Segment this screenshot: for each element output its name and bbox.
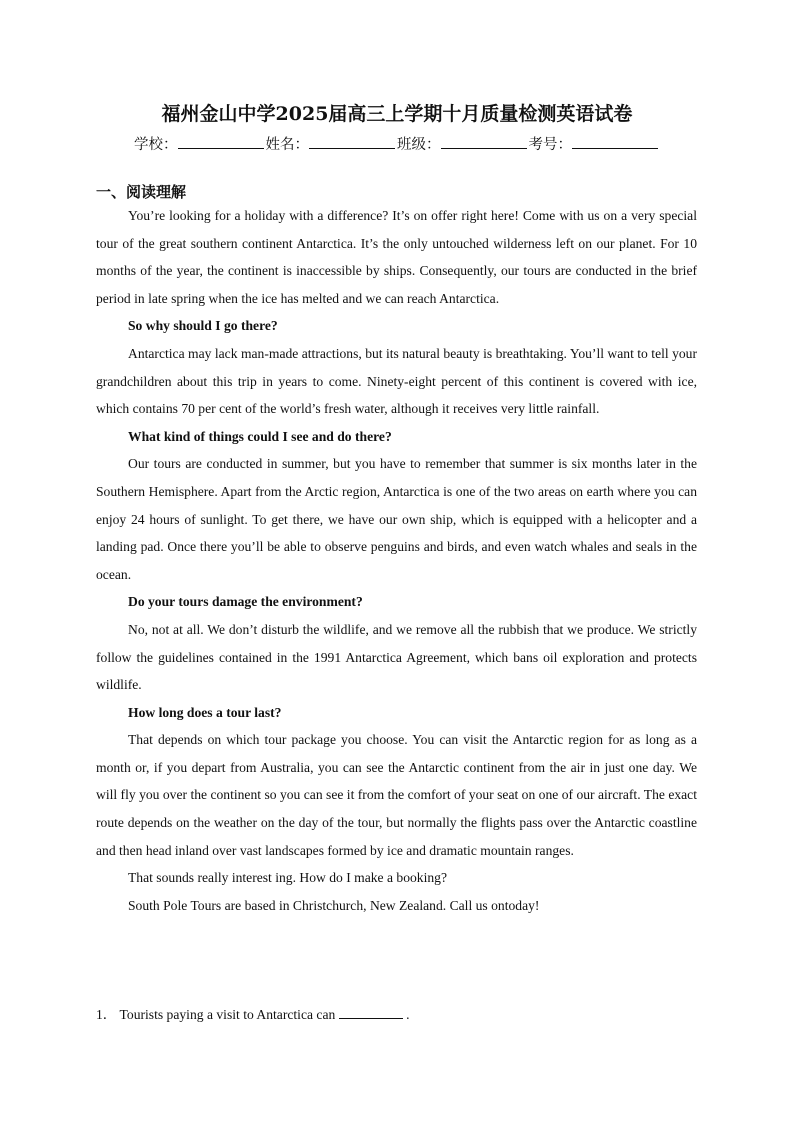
question-1 — [96, 1003, 697, 1027]
passage-paragraph: No, not at all. We don’t disturb the wildlife, and we remove all the rubbish that we produce. We strictly follow the guidelines contained in the 1991 Antarctica Agreement, which bans oil exploration and protects wildlife. — [96, 621, 697, 693]
number-label: 考号： — [528, 137, 572, 153]
passage-subheading: Do your tours damage the environment? — [128, 594, 363, 610]
passage-paragraph: South Pole Tours are based in Christchurch, New Zealand. Call us ontoday! — [128, 897, 540, 913]
passage-paragraph: That depends on which tour package you choose. You can visit the Antarctic region for as long as a month or, if you depart from Australia, you can see the Antarctic continent from the air in just one day. We will fly you over the continent so you can see it from the comfort of your seat on one of our aircraft. The exact route depends on the weather on the day of the tour, but normally the flights pass over the Antarctic coastline and then head inland over vast landscapes formed by ice and dramatic mountain ranges. — [96, 732, 697, 858]
page-title: 福州金山中学2025届高三上学期十月质量检测英语试卷 — [161, 103, 633, 125]
school-label: 学校： — [134, 137, 178, 153]
passage-subheading: How long does a tour last? — [128, 704, 282, 720]
reading-passage — [96, 202, 697, 919]
question-text: Tourists paying a visit to Antarctica can — [119, 1007, 336, 1022]
name-blank[interactable] — [309, 134, 395, 149]
question-end: . — [406, 1007, 410, 1022]
passage-subheading: What kind of things could I see and do there? — [128, 428, 392, 444]
passage-paragraph: That sounds really interest ing. How do I make a booking? — [128, 870, 448, 886]
passage-paragraph: Antarctica may lack man-made attractions, but its natural beauty is breathtaking. You’ll want to tell your grandchildren about this trip in years to come. Ninety-eight percent of this continent is covered with ice, which contains 70 per cent of the world’s fresh water, although it receives very little rainfall. — [96, 345, 697, 417]
answer-blank[interactable] — [339, 1004, 403, 1019]
passage-paragraph: Our tours are conducted in summer, but you have to remember that summer is six months later in the Southern Hemisphere. Apart from the Arctic region, Antarctica is one of the two areas on earth where you can enjoy 24 hours of sunlight. To get there, we have our own ship, which is equipped with a helicopter and a landing pad. Once there you’ll be able to observe penguins and birds, and even watch whales and seals in the ocean. — [96, 456, 697, 582]
student-info-row — [0, 133, 794, 157]
name-label: 姓名： — [265, 137, 309, 153]
school-blank[interactable] — [178, 134, 264, 149]
passage-paragraph: You’re looking for a holiday with a difference? It’s on offer right here! Come with us on a very special tour of the great southern continent Antarctica. It’s the only untouched wilderness left on our planet. For 10 months of the year, the continent is inaccessible by ships. Consequently, our tours are conducted in the brief period in late spring when the ice has melted and we can reach Antarctica. — [96, 208, 697, 306]
number-blank[interactable] — [572, 134, 658, 149]
passage-subheading: So why should I go there? — [128, 318, 278, 334]
class-label: 班级： — [397, 137, 441, 153]
section-title: 一、阅读理解 — [96, 183, 187, 201]
question-number: 1． — [96, 1007, 117, 1022]
class-blank[interactable] — [441, 134, 527, 149]
